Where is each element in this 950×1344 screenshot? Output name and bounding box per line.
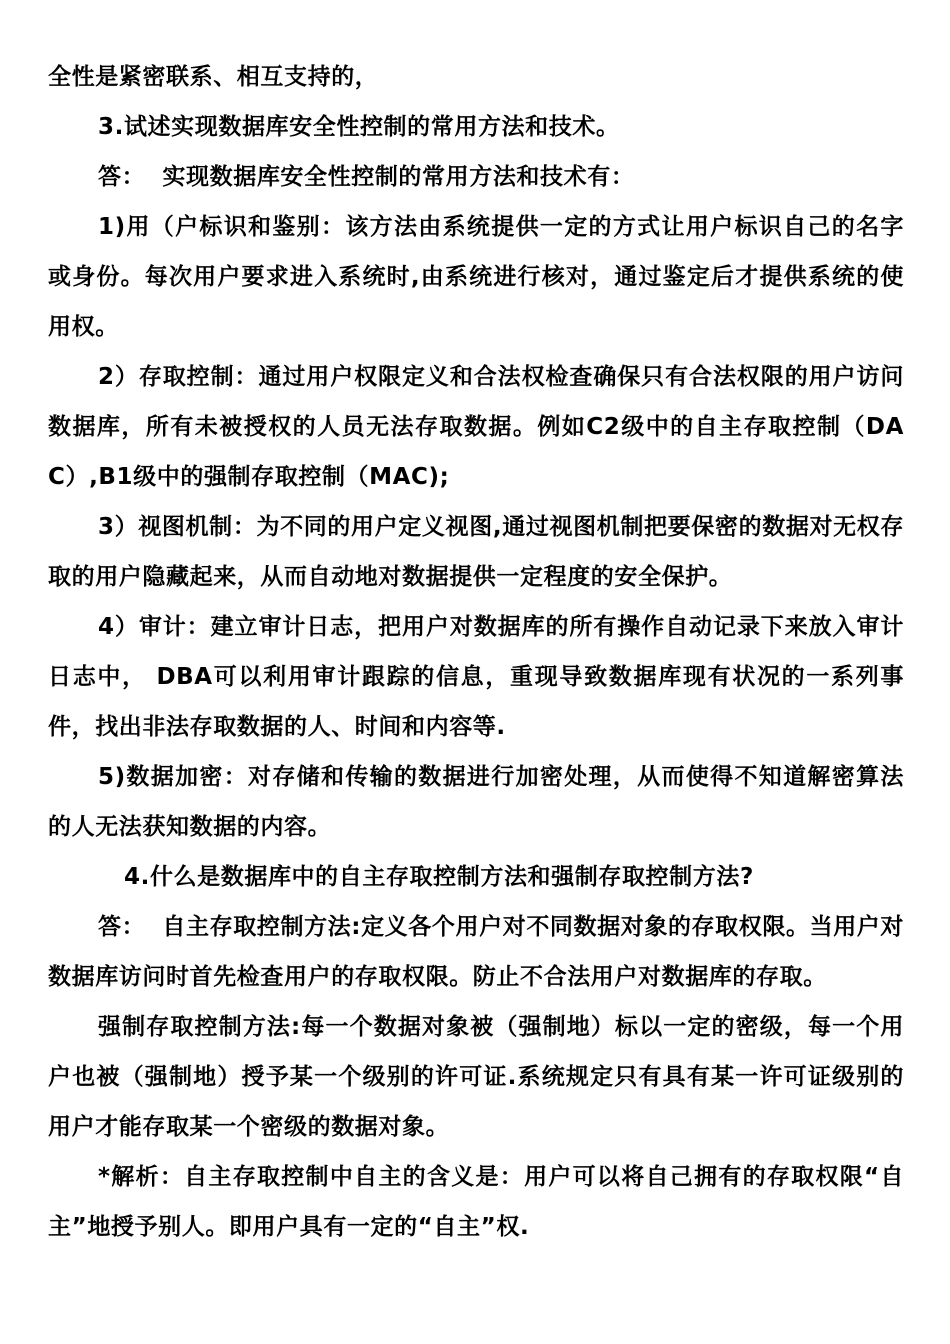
answer-3-item-3: 3）视图机制：为不同的用户定义视图,通过视图机制把要保密的数据对无权存取的用户隐藏起来，从而自动地对数据提供一定程度的安全保护。	[48, 514, 904, 590]
answer-3-item-4: 4）审计：建立审计日志，把用户对数据库的所有操作自动记录下来放入审计日志中， DBA可以利用审计跟踪的信息，重现导致数据库现有状况的一系列事件，找出非法存取数据的人、时间和内容等.	[48, 614, 904, 740]
answer-3-intro: 答： 实现数据库安全性控制的常用方法和技术有：	[98, 164, 635, 190]
question-4-heading: 4.什么是数据库中的自主存取控制方法和强制存取控制方法?	[124, 864, 754, 890]
answer-4-dac: 答： 自主存取控制方法:定义各个用户对不同数据对象的存取权限。当用户对数据库访问时首先检查用户的存取权限。防止不合法用户对数据库的存取。	[48, 914, 904, 990]
question-3-heading: 3.试述实现数据库安全性控制的常用方法和技术。	[98, 114, 620, 140]
paragraph-0: 全性是紧密联系、相互支持的，	[48, 64, 379, 90]
document-page	[48, 52, 904, 1252]
answer-3-item-5: 5)数据加密：对存储和传输的数据进行加密处理，从而使得不知道解密算法的人无法获知数据的内容。	[48, 764, 904, 840]
answer-3-item-2: 2）存取控制：通过用户权限定义和合法权检查确保只有合法权限的用户访问数据库，所有未被授权的人员无法存取数据。例如C2级中的自主存取控制（DAC）,B1级中的强制存取控制（MAC);	[48, 364, 904, 490]
answer-4-analysis: *解析：自主存取控制中自主的含义是：用户可以将自己拥有的存取权限“自主”地授予别人。即用户具有一定的“自主”权.	[48, 1164, 904, 1240]
answer-4-mac: 强制存取控制方法:每一个数据对象被（强制地）标以一定的密级，每一个用户也被（强制地）授予某一个级别的许可证.系统规定只有具有某一许可证级别的用户才能存取某一个密级的数据对象。	[48, 1014, 904, 1140]
answer-3-item-1: 1)用（户标识和鉴别：该方法由系统提供一定的方式让用户标识自己的名字或身份。每次用户要求进入系统时,由系统进行核对，通过鉴定后才提供系统的使用权。	[48, 214, 904, 340]
